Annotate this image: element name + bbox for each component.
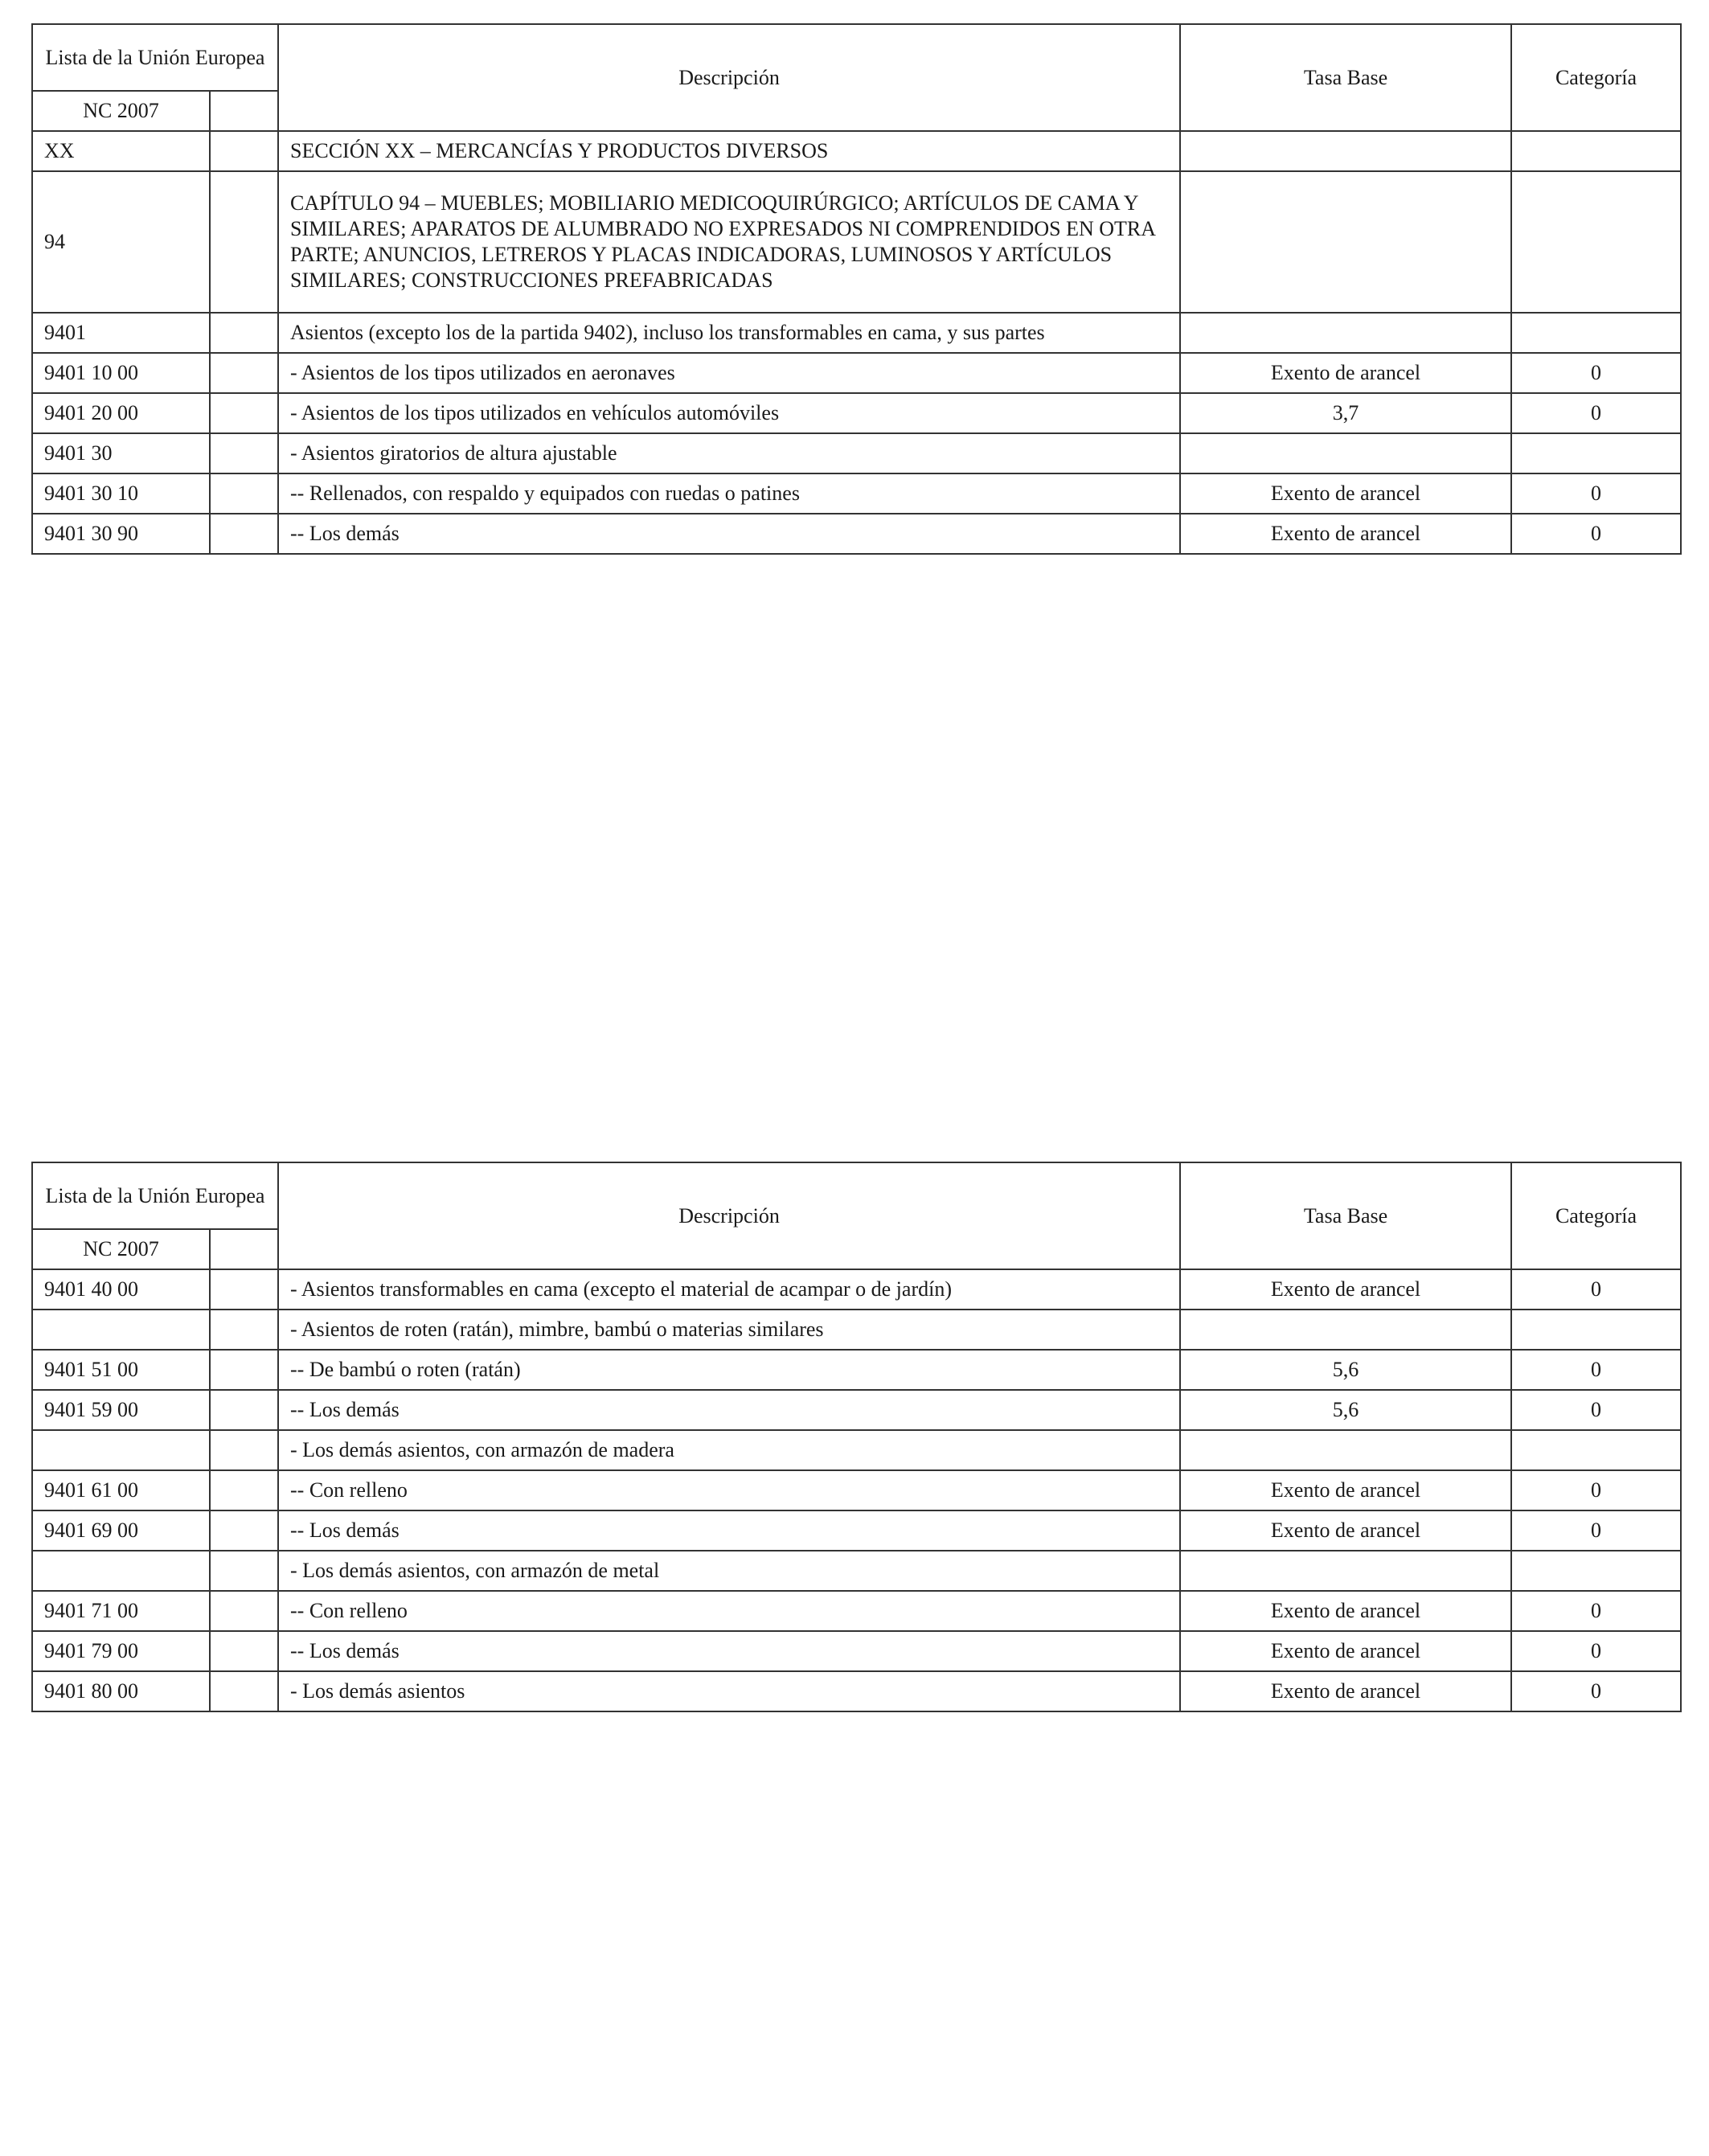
base-rate <box>1180 433 1511 473</box>
category <box>1511 131 1681 171</box>
header-category: Categoría <box>1511 1162 1681 1269</box>
category <box>1511 313 1681 353</box>
blank-cell <box>210 1390 278 1430</box>
base-rate <box>1180 1551 1511 1591</box>
description: -- Con relleno <box>278 1591 1180 1631</box>
table-row <box>32 353 1681 393</box>
base-rate <box>1180 313 1511 353</box>
table-row <box>32 1510 1681 1551</box>
base-rate: Exento de arancel <box>1180 1631 1511 1671</box>
description: - Asientos transformables en cama (excepto el material de acampar o de jardín) <box>278 1269 1180 1310</box>
category: 0 <box>1511 1350 1681 1390</box>
description: -- Rellenados, con respaldo y equipados con ruedas o patines <box>278 473 1180 514</box>
blank-cell <box>210 1631 278 1671</box>
category: 0 <box>1511 1591 1681 1631</box>
table-row <box>32 393 1681 433</box>
category: 0 <box>1511 393 1681 433</box>
nc-code: 9401 30 90 <box>32 514 210 554</box>
category: 0 <box>1511 473 1681 514</box>
nc-code: 9401 80 00 <box>32 1671 210 1711</box>
nc-code: 9401 40 00 <box>32 1269 210 1310</box>
description: - Asientos de roten (ratán), mimbre, bambú o materias similares <box>278 1310 1180 1350</box>
description: SECCIÓN XX – MERCANCÍAS Y PRODUCTOS DIVERSOS <box>278 131 1180 171</box>
base-rate: 3,7 <box>1180 393 1511 433</box>
table-row <box>32 514 1681 554</box>
nc-code: 9401 71 00 <box>32 1591 210 1631</box>
blank-cell <box>210 1269 278 1310</box>
base-rate <box>1180 131 1511 171</box>
description: -- Los demás <box>278 514 1180 554</box>
category: 0 <box>1511 1470 1681 1510</box>
blank-cell <box>210 1310 278 1350</box>
blank-cell <box>210 514 278 554</box>
header-base-rate: Tasa Base <box>1180 24 1511 131</box>
category: 0 <box>1511 1269 1681 1310</box>
table-row <box>32 1470 1681 1510</box>
blank-cell <box>210 171 278 313</box>
header-blank-cell <box>210 1229 278 1269</box>
header-nc-2007: NC 2007 <box>32 1229 210 1269</box>
base-rate: 5,6 <box>1180 1350 1511 1390</box>
base-rate: Exento de arancel <box>1180 1269 1511 1310</box>
nc-code: 9401 30 <box>32 433 210 473</box>
tariff-table-1 <box>31 23 1682 555</box>
blank-cell <box>210 1671 278 1711</box>
category <box>1511 1430 1681 1470</box>
description: - Asientos de los tipos utilizados en aeronaves <box>278 353 1180 393</box>
blank-cell <box>210 313 278 353</box>
blank-cell <box>210 393 278 433</box>
nc-code: 9401 69 00 <box>32 1510 210 1551</box>
base-rate: Exento de arancel <box>1180 1510 1511 1551</box>
category: 0 <box>1511 1510 1681 1551</box>
description: -- Los demás <box>278 1631 1180 1671</box>
nc-code: 9401 30 10 <box>32 473 210 514</box>
base-rate <box>1180 1310 1511 1350</box>
table-row <box>32 131 1681 171</box>
description: -- Con relleno <box>278 1470 1180 1510</box>
category: 0 <box>1511 1671 1681 1711</box>
table-row <box>32 171 1681 313</box>
category: 0 <box>1511 1631 1681 1671</box>
nc-code: 9401 <box>32 313 210 353</box>
header-description: Descripción <box>278 24 1180 131</box>
nc-code: 9401 61 00 <box>32 1470 210 1510</box>
nc-code <box>32 1430 210 1470</box>
category <box>1511 1310 1681 1350</box>
nc-code: 94 <box>32 171 210 313</box>
base-rate <box>1180 1430 1511 1470</box>
blank-cell <box>210 1510 278 1551</box>
base-rate: Exento de arancel <box>1180 1671 1511 1711</box>
nc-code: 9401 59 00 <box>32 1390 210 1430</box>
nc-code: 9401 10 00 <box>32 353 210 393</box>
table-row <box>32 1591 1681 1631</box>
blank-cell <box>210 1591 278 1631</box>
description: - Asientos de los tipos utilizados en vehículos automóviles <box>278 393 1180 433</box>
description: - Los demás asientos, con armazón de metal <box>278 1551 1180 1591</box>
blank-cell <box>210 1430 278 1470</box>
nc-code: 9401 79 00 <box>32 1631 210 1671</box>
blank-cell <box>210 131 278 171</box>
blank-cell <box>210 1470 278 1510</box>
header-nc-2007: NC 2007 <box>32 91 210 131</box>
table-row <box>32 313 1681 353</box>
category <box>1511 433 1681 473</box>
base-rate: Exento de arancel <box>1180 353 1511 393</box>
table-row <box>32 1631 1681 1671</box>
description: -- Los demás <box>278 1510 1180 1551</box>
base-rate: Exento de arancel <box>1180 1591 1511 1631</box>
header-category: Categoría <box>1511 24 1681 131</box>
category <box>1511 171 1681 313</box>
table-row <box>32 1390 1681 1430</box>
base-rate: Exento de arancel <box>1180 514 1511 554</box>
blank-cell <box>210 433 278 473</box>
table-row <box>32 473 1681 514</box>
nc-code <box>32 1551 210 1591</box>
description: CAPÍTULO 94 – MUEBLES; MOBILIARIO MEDICOQUIRÚRGICO; ARTÍCULOS DE CAMA Y SIMILARES; APARATOS DE ALUMBRADO NO EXPRESADOS NI COMPRENDIDOS EN OTRA PARTE; ANUNCIOS, LETREROS Y PLACAS INDICADORAS, LUMINOSOS Y ARTÍCULOS SIMILARES; CONSTRUCCIONES PREFABRICADAS <box>278 171 1180 313</box>
nc-code: XX <box>32 131 210 171</box>
description: - Asientos giratorios de altura ajustable <box>278 433 1180 473</box>
category: 0 <box>1511 514 1681 554</box>
table-row <box>32 1310 1681 1350</box>
description: - Los demás asientos <box>278 1671 1180 1711</box>
blank-cell <box>210 1350 278 1390</box>
nc-code: 9401 20 00 <box>32 393 210 433</box>
base-rate: Exento de arancel <box>1180 473 1511 514</box>
tariff-table-2 <box>31 1162 1682 1712</box>
table-row <box>32 1430 1681 1470</box>
header-blank-cell <box>210 91 278 131</box>
base-rate: 5,6 <box>1180 1390 1511 1430</box>
blank-cell <box>210 473 278 514</box>
base-rate: Exento de arancel <box>1180 1470 1511 1510</box>
nc-code <box>32 1310 210 1350</box>
base-rate <box>1180 171 1511 313</box>
header-base-rate: Tasa Base <box>1180 1162 1511 1269</box>
blank-cell <box>210 353 278 393</box>
category: 0 <box>1511 353 1681 393</box>
description: Asientos (excepto los de la partida 9402), incluso los transformables en cama, y sus partes <box>278 313 1180 353</box>
blank-cell <box>210 1551 278 1591</box>
table-row <box>32 433 1681 473</box>
header-list-eu: Lista de la Unión Europea <box>32 1162 278 1229</box>
description: -- De bambú o roten (ratán) <box>278 1350 1180 1390</box>
category: 0 <box>1511 1390 1681 1430</box>
table-row <box>32 1350 1681 1390</box>
table-row <box>32 1551 1681 1591</box>
header-description: Descripción <box>278 1162 1180 1269</box>
table-row <box>32 1269 1681 1310</box>
header-list-eu: Lista de la Unión Europea <box>32 24 278 91</box>
description: -- Los demás <box>278 1390 1180 1430</box>
table-row <box>32 1671 1681 1711</box>
nc-code: 9401 51 00 <box>32 1350 210 1390</box>
category <box>1511 1551 1681 1591</box>
description: - Los demás asientos, con armazón de madera <box>278 1430 1180 1470</box>
